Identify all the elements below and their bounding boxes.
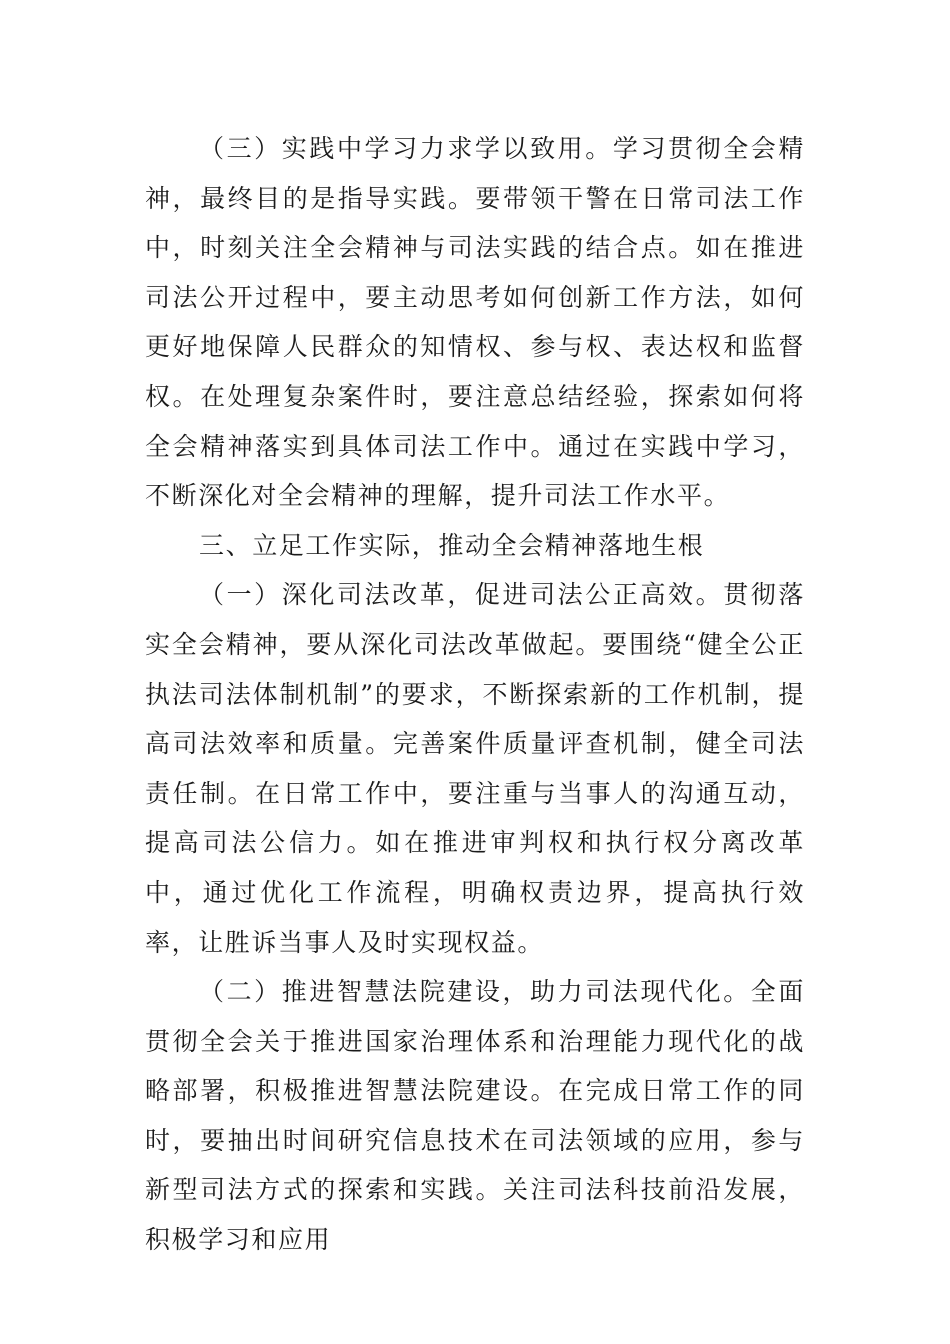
document-body	[145, 124, 805, 1265]
paragraph-smart-court: （二）推进智慧法院建设，助力司法现代化。全面贯彻全会关于推进国家治理体系和治理能力现代化的战略部署，积极推进智慧法院建设。在完成日常工作的同时，要抽出时间研究信息技术在司法领域的应用，参与新型司法方式的探索和实践。关注司法科技前沿发展，积极学习和应用	[145, 977, 805, 1255]
paragraph-practice-learning: （三）实践中学习力求学以致用。学习贯彻全会精神，最终目的是指导实践。要带领干警在日常司法工作中，时刻关注全会精神与司法实践的结合点。如在推进司法公开过程中，要主动思考如何创新工作方法，如何更好地保障人民群众的知情权、参与权、表达权和监督权。在处理复杂案件时，要注意总结经验，探索如何将全会精神落实到具体司法工作中。通过在实践中学习，不断深化对全会精神的理解，提升司法工作水平。	[145, 134, 805, 511]
section-heading-3: 三、立足工作实际，推动全会精神落地生根	[199, 530, 705, 560]
paragraph-judicial-reform: （一）深化司法改革，促进司法公正高效。贯彻落实全会精神，要从深化司法改革做起。要围绕“健全公正执法司法体制机制”的要求，不断探索新的工作机制，提高司法效率和质量。完善案件质量评查机制，健全司法责任制。在日常工作中，要注重与当事人的沟通互动，提高司法公信力。如在推进审判权和执行权分离改革中，通过优化工作流程，明确权责边界，提高执行效率，让胜诉当事人及时实现权益。	[145, 580, 805, 957]
